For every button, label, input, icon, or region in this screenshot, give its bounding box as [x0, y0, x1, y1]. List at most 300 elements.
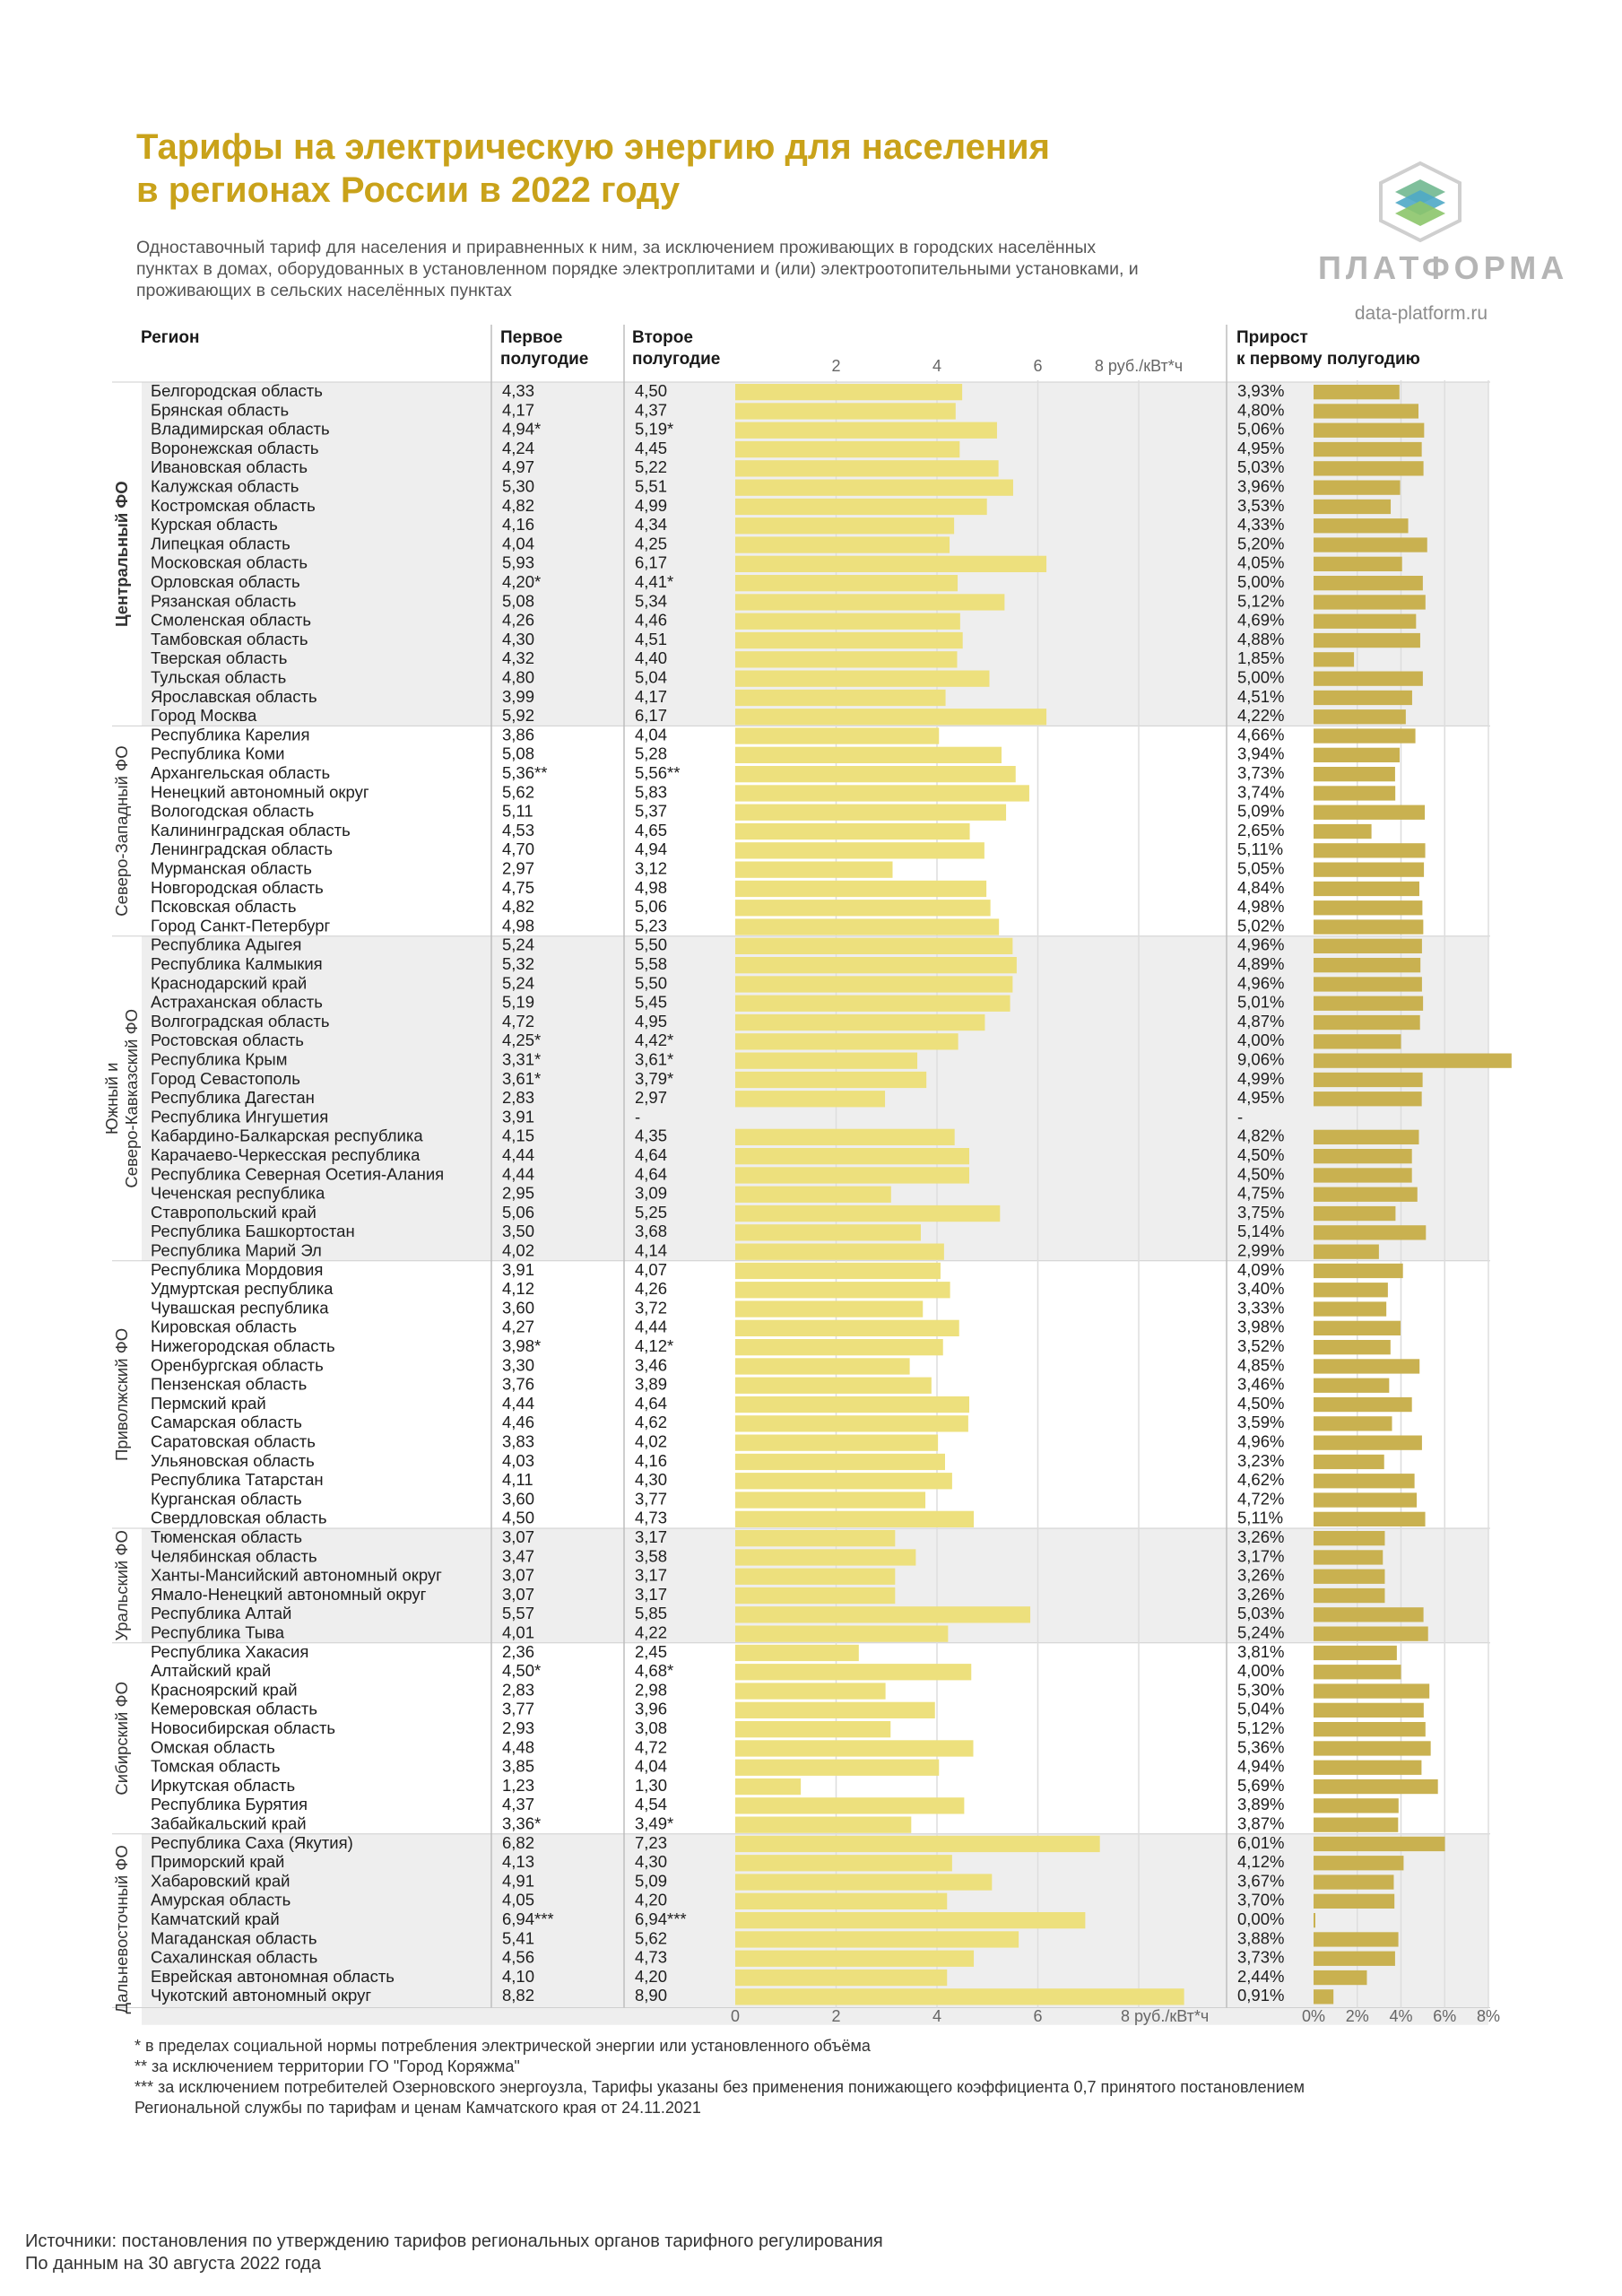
growth-bar [1314, 1283, 1388, 1297]
tariff-bar [735, 709, 1046, 725]
region-label: Липецкая область [151, 534, 291, 553]
first-half-value: 5,06 [502, 1202, 535, 1222]
first-half-value: 4,98 [502, 916, 535, 935]
title-line-1: Тарифы на электрическую энергию для населения [136, 127, 1050, 167]
tariff-bar [735, 1033, 958, 1049]
first-half-value: 4,25* [502, 1031, 542, 1050]
group-labels [102, 481, 141, 2013]
growth-bar [1314, 557, 1402, 571]
growth-bar [1314, 863, 1424, 877]
region-label: Республика Татарстан [151, 1470, 324, 1490]
region-label: Кировская область [151, 1317, 298, 1336]
first-half-value: 3,60 [502, 1298, 535, 1318]
growth-value: 5,05% [1237, 858, 1285, 878]
second-half-value: 4,72 [635, 1737, 668, 1757]
second-half-value: 5,62 [635, 1928, 668, 1948]
second-half-value: 5,58 [635, 954, 668, 973]
first-half-value: 4,44 [502, 1164, 535, 1184]
growth-value: 4,33% [1237, 515, 1285, 535]
first-half-value: 4,75 [502, 877, 535, 897]
growth-value: - [1237, 1107, 1244, 1126]
tariff-bar [735, 1836, 1100, 1852]
second-half-value: 4,45 [635, 438, 668, 457]
second-half-value: 4,64 [635, 1164, 668, 1184]
region-label: Мурманская область [151, 858, 312, 878]
second-half-value: 4,12* [635, 1336, 674, 1355]
growth-bar [1314, 1321, 1401, 1335]
region-label: Брянская область [151, 400, 290, 420]
tariff-bar [735, 1988, 1184, 2005]
region-label: Карачаево-Черкесская республика [151, 1145, 421, 1164]
growth-value: 5,04% [1237, 1699, 1285, 1718]
region-label: Республика Калмыкия [151, 954, 323, 973]
tariff-bar [735, 1893, 947, 1909]
tariff-bar [735, 1817, 911, 1833]
second-half-value: 5,37 [635, 801, 668, 821]
first-half-value: 5,32 [502, 954, 535, 973]
second-half-value: 4,41* [635, 572, 674, 591]
first-half-value: 2,36 [502, 1641, 535, 1661]
growth-bar [1314, 1015, 1420, 1030]
first-half-value: 4,50* [502, 1661, 542, 1681]
region-label: Калужская область [151, 476, 299, 496]
growth-value: 4,00% [1237, 1031, 1285, 1050]
growth-bar [1314, 1492, 1417, 1507]
first-half-value: 2,95 [502, 1183, 535, 1203]
tariff-bar [735, 1970, 947, 1986]
growth-bar [1314, 481, 1401, 495]
growth-value: 5,02% [1237, 916, 1285, 935]
second-half-value: 4,46 [635, 610, 668, 630]
first-half-value: 3,98* [502, 1336, 542, 1355]
growth-bar [1314, 1798, 1399, 1813]
second-half-value: 3,17 [635, 1565, 668, 1585]
tariff-bar [735, 403, 956, 419]
growth-bar [1314, 385, 1400, 399]
growth-value: 3,96% [1237, 476, 1285, 496]
growth-value: 5,00% [1237, 667, 1285, 687]
tariff-bar [735, 1224, 921, 1240]
footnote-3: *** за исключением потребителей Озерновского энергоузла, Тарифы указаны без применения понижающего коэффициента 0,7 принятого постановлением [134, 2078, 1305, 2096]
second-half-value: 4,17 [635, 686, 668, 706]
growth-bar [1314, 633, 1420, 648]
growth-value: 0,00% [1237, 1909, 1285, 1928]
first-half-value: 4,46 [502, 1413, 535, 1432]
growth-value: 4,22% [1237, 706, 1285, 726]
tariff-bar [735, 1072, 926, 1088]
growth-tick: 8% [1476, 2007, 1501, 2025]
second-half-value: 6,94*** [635, 1909, 687, 1928]
first-half-value: 2,83 [502, 1680, 535, 1700]
second-half-value: 3,12 [635, 858, 668, 878]
second-half-value: 5,09 [635, 1871, 668, 1891]
tariff-bar [735, 1855, 952, 1871]
region-label: Город Москва [151, 706, 257, 726]
growth-value: 0,91% [1237, 1986, 1285, 2005]
growth-bar [1314, 672, 1423, 686]
tariff-bar [735, 766, 1016, 782]
growth-value: 4,12% [1237, 1852, 1285, 1872]
tariff-bar [735, 1951, 974, 1967]
growth-bar [1314, 882, 1419, 896]
tariff-bar [735, 1415, 968, 1431]
second-half-value: 4,40 [635, 648, 668, 668]
tariff-bar [735, 1244, 944, 1260]
second-half-value: 4,98 [635, 877, 668, 897]
region-label: Республика Крым [151, 1049, 288, 1069]
region-label: Республика Коми [151, 744, 285, 763]
growth-value: 4,89% [1237, 954, 1285, 973]
growth-value: 4,50% [1237, 1164, 1285, 1184]
second-half-value: 3,61* [635, 1049, 674, 1069]
second-half-value: 4,94 [635, 839, 668, 859]
tariff-bar [735, 1129, 955, 1145]
first-half-value: 3,83 [502, 1431, 535, 1451]
growth-bar [1314, 977, 1422, 991]
region-label: Самарская область [151, 1413, 302, 1432]
tariff-bar [735, 1587, 895, 1604]
second-half-value: 5,19* [635, 419, 674, 439]
growth-bar [1314, 537, 1427, 552]
growth-bar [1314, 691, 1412, 705]
growth-bar [1314, 1397, 1412, 1412]
tariff-bar [735, 1263, 941, 1279]
first-half-value: 3,86 [502, 725, 535, 744]
growth-bar [1314, 1818, 1398, 1832]
tariff-bar [735, 1530, 895, 1546]
growth-bar [1314, 1130, 1418, 1144]
growth-value: 4,96% [1237, 1431, 1285, 1451]
growth-bar [1314, 728, 1416, 743]
first-half-value: 4,24 [502, 438, 535, 457]
tariff-bar [735, 996, 1010, 1012]
region-label: Республика Карелия [151, 725, 310, 744]
second-half-value: 3,68 [635, 1222, 668, 1241]
tariff-bar [735, 1626, 948, 1642]
growth-value: 3,46% [1237, 1374, 1285, 1394]
growth-value: 4,98% [1237, 897, 1285, 917]
sources [25, 2231, 883, 2275]
first-half-value: 3,07 [502, 1565, 535, 1585]
growth-value: 3,93% [1237, 381, 1285, 400]
region-label: Калининградская область [151, 820, 351, 839]
second-half-value: 3,17 [635, 1584, 668, 1604]
first-half-value: 5,08 [502, 591, 535, 611]
tariff-bar [735, 976, 1012, 992]
second-half-value: 3,79* [635, 1068, 674, 1088]
second-half-value: 5,56** [635, 763, 681, 782]
region-label: Новгородская область [151, 877, 324, 897]
footnote-1: * в пределах социальной нормы потребления электрической энергии или установленного объёма [134, 2037, 871, 2055]
growth-value: 5,14% [1237, 1222, 1285, 1241]
first-half-value: 4,02 [502, 1240, 535, 1260]
region-label: Московская область [151, 552, 308, 572]
growth-bar [1314, 843, 1426, 857]
second-half-value: 4,14 [635, 1240, 668, 1260]
tariff-bar [735, 1091, 885, 1107]
second-half-value: 3,77 [635, 1489, 668, 1509]
growth-value: 5,11% [1237, 1508, 1284, 1527]
tariff-bar [735, 804, 1006, 821]
first-half-value: 4,44 [502, 1145, 535, 1164]
region-label: Республика Саха (Якутия) [151, 1832, 353, 1852]
growth-bar [1314, 748, 1400, 762]
growth-bar [1314, 1531, 1384, 1545]
region-label: Тюменская область [151, 1527, 303, 1546]
group-label: Дальневосточный ФО [111, 1845, 131, 2014]
growth-value: 6,01% [1237, 1832, 1285, 1852]
first-half-value: 4,16 [502, 515, 535, 535]
growth-bar [1314, 1989, 1333, 2004]
second-half-value: 4,64 [635, 1393, 668, 1413]
second-half-value: 3,49* [635, 1813, 674, 1833]
second-half-value: 2,98 [635, 1680, 668, 1700]
growth-value: 5,20% [1237, 534, 1285, 553]
growth-bar [1314, 518, 1409, 533]
second-half-value: 2,45 [635, 1641, 668, 1661]
second-half-value: 4,04 [635, 1756, 668, 1776]
second-half-value: 4,95 [635, 1011, 668, 1031]
tariff-tick-bottom: 6 [1033, 2007, 1043, 2025]
growth-value: 4,66% [1237, 725, 1285, 744]
first-half-value: 3,36* [502, 1813, 542, 1833]
second-half-value: 4,62 [635, 1413, 668, 1432]
tariff-bar [735, 727, 939, 744]
region-label: Волгоградская область [151, 1011, 330, 1031]
header-second-half-line-2: полугодие [632, 350, 721, 369]
first-half-value: 3,76 [502, 1374, 535, 1394]
first-half-value: 3,85 [502, 1756, 535, 1776]
growth-value: 3,23% [1237, 1450, 1285, 1470]
region-label: Саратовская область [151, 1431, 316, 1451]
second-half-value: 5,50 [635, 935, 668, 954]
growth-value: 3,26% [1237, 1584, 1285, 1604]
growth-value: 4,51% [1237, 686, 1285, 706]
growth-value: 5,69% [1237, 1775, 1285, 1795]
growth-bar [1314, 1874, 1393, 1889]
second-half-value: 4,07 [635, 1259, 668, 1279]
second-half-value: 4,50 [635, 381, 668, 400]
tariff-bar [735, 823, 970, 839]
growth-value: 3,75% [1237, 1202, 1285, 1222]
growth-bar [1314, 500, 1391, 514]
first-half-value: 2,93 [502, 1718, 535, 1737]
second-half-value: - [635, 1107, 641, 1126]
first-half-value: 4,10 [502, 1966, 535, 1986]
region-label: Белгородская область [151, 381, 323, 400]
region-label: Сахалинская область [151, 1947, 318, 1967]
growth-bar [1314, 442, 1422, 457]
growth-bar [1314, 1187, 1418, 1202]
first-half-value: 4,44 [502, 1393, 535, 1413]
second-half-value: 4,65 [635, 820, 668, 839]
brand-site: data-platform.ru [1354, 303, 1488, 324]
header-growth-line-2: к первому полугодию [1236, 350, 1420, 369]
region-label: Вологодская область [151, 801, 315, 821]
first-half-value: 6,82 [502, 1832, 535, 1852]
region-label: Город Севастополь [151, 1068, 300, 1088]
region-label: Орловская область [151, 572, 300, 591]
first-half-value: 4,50 [502, 1508, 535, 1527]
second-half-value: 3,09 [635, 1183, 668, 1203]
region-label: Ульяновская область [151, 1450, 315, 1470]
growth-value: 4,96% [1237, 935, 1285, 954]
first-half-value: 5,24 [502, 973, 535, 993]
second-half-value: 4,30 [635, 1470, 668, 1490]
first-half-value: 3,07 [502, 1584, 535, 1604]
first-half-value: 4,26 [502, 610, 535, 630]
tariff-bar [735, 1300, 923, 1317]
tariff-bar [735, 862, 893, 878]
growth-value: 4,88% [1237, 629, 1285, 648]
tariff-bar [735, 613, 960, 630]
first-half-value: 2,83 [502, 1088, 535, 1108]
second-half-value: 4,04 [635, 725, 668, 744]
growth-value: 3,40% [1237, 1279, 1285, 1299]
second-half-value: 3,96 [635, 1699, 668, 1718]
tariff-bar [735, 1282, 950, 1298]
second-half-value: 4,42* [635, 1031, 674, 1050]
tariff-bar [735, 918, 999, 935]
region-label: Кемеровская область [151, 1699, 317, 1718]
second-half-value: 3,72 [635, 1298, 668, 1318]
first-half-value: 4,82 [502, 897, 535, 917]
tariff-bar [735, 671, 990, 687]
tariff-tick-top: 2 [831, 357, 841, 375]
region-label: Омская область [151, 1737, 275, 1757]
tariff-bar [735, 881, 986, 897]
second-half-value: 4,34 [635, 515, 668, 535]
growth-value: 4,80% [1237, 400, 1285, 420]
growth-bar [1314, 1761, 1421, 1775]
first-half-value: 5,19 [502, 992, 535, 1012]
tariff-bar [735, 747, 1002, 763]
first-half-value: 4,05 [502, 1890, 535, 1909]
first-half-value: 5,24 [502, 935, 535, 954]
second-half-value: 3,46 [635, 1355, 668, 1375]
region-label: Алтайский край [151, 1661, 272, 1681]
growth-bar [1314, 614, 1416, 629]
second-half-value: 4,25 [635, 534, 668, 553]
tariff-bar [735, 460, 999, 476]
second-half-value: 4,73 [635, 1947, 668, 1967]
growth-bar [1314, 1741, 1431, 1755]
tariff-bar [735, 1760, 939, 1776]
first-half-value: 3,07 [502, 1527, 535, 1546]
growth-bar [1314, 1856, 1403, 1870]
first-half-value: 3,50 [502, 1222, 535, 1241]
first-half-value: 5,62 [502, 782, 535, 802]
region-label: Кабардино-Балкарская республика [151, 1126, 423, 1145]
tariff-bar [735, 1473, 952, 1489]
tariff-bar [735, 422, 997, 439]
second-half-value: 6,17 [635, 552, 668, 572]
growth-bar [1314, 1301, 1386, 1316]
first-half-value: 4,94* [502, 419, 542, 439]
growth-value: 4,95% [1237, 438, 1285, 457]
second-half-value: 4,54 [635, 1795, 668, 1814]
subtitle-line-1: Одноставочный тариф для населения и приравненных к ним, за исключением проживающих в городских населённых [136, 238, 1097, 257]
second-half-value: 5,83 [635, 782, 668, 802]
growth-bar [1314, 1359, 1419, 1373]
growth-bar [1314, 786, 1395, 800]
growth-bar [1314, 1073, 1423, 1087]
group-label: Северо-Западный ФО [111, 745, 131, 917]
tariff-bar [735, 1779, 801, 1795]
growth-bar [1314, 1378, 1389, 1393]
growth-value: 4,94% [1237, 1756, 1285, 1776]
group-label: Центральный ФО [111, 481, 131, 628]
growth-value: 5,24% [1237, 1622, 1285, 1642]
tariff-bar [735, 1549, 915, 1565]
growth-value: 5,30% [1237, 1680, 1285, 1700]
first-half-value: 4,80 [502, 667, 535, 687]
tariff-bar [735, 1187, 891, 1203]
first-half-value: 6,94*** [502, 1909, 554, 1928]
first-half-value: 4,48 [502, 1737, 535, 1757]
region-label: Оренбургская область [151, 1355, 324, 1375]
tariff-bar [735, 1912, 1085, 1928]
region-label: Приморский край [151, 1852, 285, 1872]
growth-bar [1314, 1665, 1401, 1679]
tariff-tick-top: 8 руб./кВт*ч [1094, 357, 1184, 375]
growth-value: 4,72% [1237, 1489, 1285, 1509]
region-label: Красноярский край [151, 1680, 298, 1700]
tariff-bar [735, 536, 950, 552]
first-half-value: 2,97 [502, 858, 535, 878]
region-label: Республика Ингушетия [151, 1107, 329, 1126]
source-line-2: По данным на 30 августа 2022 года [25, 2254, 321, 2274]
region-label: Чукотский автономный округ [151, 1986, 372, 2005]
first-half-value: 3,91 [502, 1107, 535, 1126]
first-half-value: 5,11 [502, 801, 533, 821]
tariff-bar [735, 1721, 890, 1737]
region-label: Пензенская область [151, 1374, 308, 1394]
tariff-bar [735, 785, 1029, 801]
growth-bar [1314, 709, 1406, 724]
group-label: Южный и [101, 1062, 121, 1135]
second-half-value: 2,97 [635, 1088, 668, 1108]
growth-value: 5,11% [1237, 839, 1284, 859]
growth-bar [1314, 1550, 1383, 1564]
growth-value: 4,05% [1237, 552, 1285, 572]
growth-value: 2,44% [1237, 1966, 1285, 1986]
growth-bar [1314, 652, 1354, 666]
first-half-value: 4,12 [502, 1279, 535, 1299]
growth-value: 3,33% [1237, 1298, 1285, 1318]
first-half-value: 5,93 [502, 552, 535, 572]
tariff-bar [735, 1148, 969, 1164]
header-region: Регион [141, 328, 200, 347]
growth-value: 3,89% [1237, 1795, 1285, 1814]
region-label: Республика Северная Осетия-Алания [151, 1164, 445, 1184]
first-half-value: 4,70 [502, 839, 535, 859]
growth-bar [1314, 1512, 1426, 1526]
growth-bar [1314, 1416, 1392, 1431]
first-half-value: 4,37 [502, 1795, 535, 1814]
region-label: Республика Тыва [151, 1622, 285, 1642]
region-label: Свердловская область [151, 1508, 327, 1527]
second-half-value: 4,30 [635, 1852, 668, 1872]
growth-value: 3,17% [1237, 1546, 1285, 1566]
first-half-value: 4,91 [502, 1871, 535, 1891]
growth-bar [1314, 958, 1420, 972]
second-half-value: 4,64 [635, 1145, 668, 1164]
region-label: Ставропольский край [151, 1202, 317, 1222]
region-label: Ярославская область [151, 686, 317, 706]
second-half-value: 4,44 [635, 1317, 668, 1336]
group-label: Сибирский ФО [111, 1682, 131, 1796]
